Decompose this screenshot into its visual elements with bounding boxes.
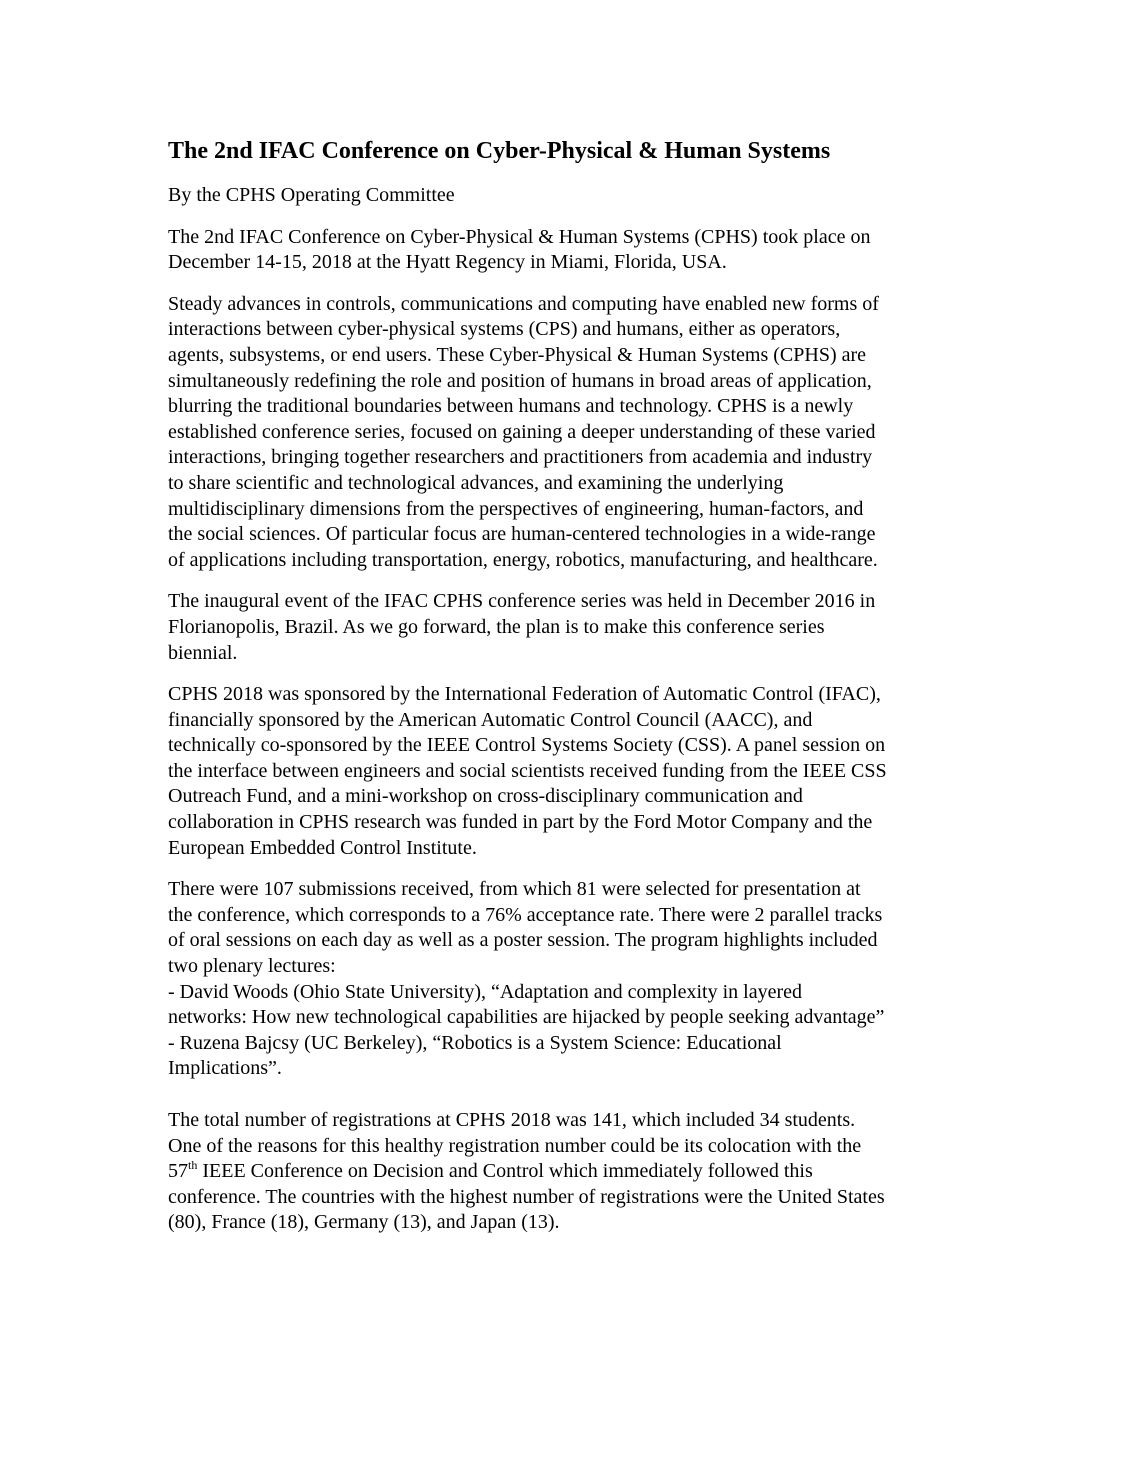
text-line: biennial. — [168, 641, 238, 664]
text-line: interactions between cyber-physical systems (CPS) and humans, either as operators, — [168, 318, 841, 341]
text-line: two plenary lectures: — [168, 955, 336, 978]
text-line: The inaugural event of the IFAC CPHS conference series was held in December 2016 in — [168, 590, 876, 613]
text-line: simultaneously redefining the role and position of humans in broad areas of application, — [168, 369, 872, 392]
byline: By the CPHS Operating Committee — [168, 184, 455, 206]
text-line: (80), France (18), Germany (13), and Japan (13). — [168, 1211, 560, 1234]
text-line: Outreach Fund, and a mini-workshop on cross-disciplinary communication and — [168, 785, 803, 808]
text-line: There were 107 submissions received, from which 81 were selected for presentation at — [168, 878, 861, 901]
text-line — [168, 1159, 978, 1185]
text-line: December 14-15, 2018 at the Hyatt Regency in Miami, Florida, USA. — [168, 251, 727, 274]
paragraph-registrations — [168, 1108, 978, 1236]
plenary-lecture-item: - Ruzena Bajcsy (UC Berkeley), “Robotics is a System Science: Educational — [168, 1031, 782, 1054]
text-line: The total number of registrations at CPHS 2018 was 141, which included 34 students. — [168, 1109, 856, 1131]
text-line: technically co-sponsored by the IEEE Control Systems Society (CSS). A panel session on — [168, 734, 886, 757]
text-line: blurring the traditional boundaries between humans and technology. CPHS is a newly — [168, 395, 854, 418]
text-line: agents, subsystems, or end users. These Cyber-Physical & Human Systems (CPHS) are — [168, 343, 867, 366]
text-line: the social sciences. Of particular focus are human-centered technologies in a wide-range — [168, 523, 876, 546]
text-line: multidisciplinary dimensions from the perspectives of engineering, human-factors, and — [168, 497, 864, 520]
intro-paragraph — [168, 225, 978, 276]
text-fragment: IEEE Conference on Decision and Control which immediately followed this — [197, 1160, 813, 1183]
text-line: Steady advances in controls, communications and computing have enabled new forms of — [168, 292, 879, 315]
text-line: The 2nd IFAC Conference on Cyber-Physical & Human Systems (CPHS) took place on — [168, 225, 871, 248]
text-line: CPHS 2018 was sponsored by the International Federation of Automatic Control (IFAC), — [168, 683, 881, 706]
ordinal-suffix: th — [188, 1157, 198, 1172]
article — [168, 135, 978, 1252]
paragraph-inaugural-event — [168, 589, 978, 666]
text-line: of applications including transportation, energy, robotics, manufacturing, and healthcare. — [168, 548, 878, 571]
text-line: established conference series, focused on gaining a deeper understanding of these varied — [168, 420, 876, 443]
plenary-lecture-item: - David Woods (Ohio State University), “Adaptation and complexity in layered — [168, 980, 802, 1003]
ordinal-number: 57 — [168, 1160, 188, 1183]
text-line: the conference, which corresponds to a 76% acceptance rate. There were 2 parallel tracks — [168, 903, 883, 926]
paragraph-submissions — [168, 877, 978, 1082]
article-title: The 2nd IFAC Conference on Cyber-Physical & Human Systems — [168, 138, 831, 164]
text-line: Implications”. — [168, 1057, 282, 1080]
paragraph-sponsors — [168, 682, 978, 861]
text-line: conference. The countries with the highest number of registrations were the United States — [168, 1185, 885, 1208]
text-line: interactions, bringing together researchers and practitioners from academia and industry — [168, 446, 873, 469]
text-line: financially sponsored by the American Automatic Control Council (AACC), and — [168, 708, 813, 731]
text-line: to share scientific and technological advances, and examining the underlying — [168, 471, 784, 494]
text-line: European Embedded Control Institute. — [168, 836, 477, 859]
text-line: networks: How new technological capabilities are hijacked by people seeking advantage” — [168, 1006, 885, 1029]
text-line: Florianopolis, Brazil. As we go forward, the plan is to make this conference series — [168, 615, 825, 638]
text-line: collaboration in CPHS research was funded in part by the Ford Motor Company and the — [168, 811, 873, 834]
text-line: One of the reasons for this healthy registration number could be its colocation with the — [168, 1134, 862, 1157]
text-line: the interface between engineers and social scientists received funding from the IEEE CSS — [168, 759, 887, 782]
text-line: of oral sessions on each day as well as a poster session. The program highlights included — [168, 929, 878, 952]
paragraph-cphs-overview — [168, 292, 978, 574]
